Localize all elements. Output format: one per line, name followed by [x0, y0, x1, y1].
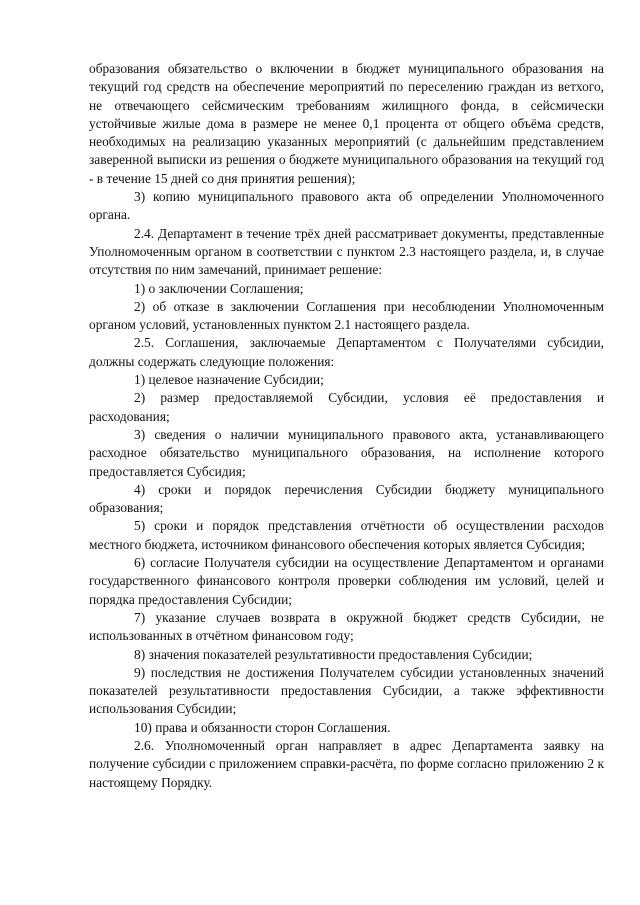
paragraph-provision-3: 3) сведения о наличии муниципального правового акта, устанавливающего расходное обязательство муниципального образования, на исполнение которого предоставляется Субсидия;: [89, 426, 604, 479]
paragraph-decision-2: 2) об отказе в заключении Соглашения при несоблюдении Уполномоченным органом условий, установленных пунктом 2.1 настоящего раздела.: [89, 298, 604, 333]
paragraph-2-5: 2.5. Соглашения, заключаемые Департаментом с Получателями субсидии, должны содержать следующие положения:: [89, 335, 604, 369]
paragraph-provision-10: 10) права и обязанности сторон Соглашения.: [134, 719, 391, 735]
paragraph-2-6: 2.6. Уполномоченный орган направляет в адрес Департамента заявку на получение субсидии с приложением справки-расчёта, по форме согласно приложению 2 к настоящему Порядку.: [89, 737, 604, 790]
document-body: [89, 60, 604, 792]
paragraph-provision-1: 1) целевое назначение Субсидии;: [134, 372, 324, 388]
paragraph-provision-9: 9) последствия не достижения Получателем субсидии установленных значений показателей результативности предоставления Субсидии, а также эффективности использования Субсидии;: [89, 664, 604, 717]
paragraph-provision-7: 7) указание случаев возврата в окружной бюджет средств Субсидии, не использованных в отчётном финансовом году;: [89, 609, 604, 644]
paragraph-decision-1: 1) о заключении Соглашения;: [134, 280, 304, 296]
paragraph-provision-5: 5) сроки и порядок представления отчётности об осуществлении расходов местного бюджета, источником финансового обеспечения которых является Субсидия;: [89, 518, 604, 552]
paragraph-2-4: 2.4. Департамент в течение трёх дней рассматривает документы, представленные Уполномоченным органом в соответствии с пунктом 2.3 настоящего раздела, и, в случае отсутствия по ним замечаний, принимает решение:: [89, 225, 604, 278]
paragraph-item-3: 3) копию муниципального правового акта об определении Уполномоченного органа.: [89, 189, 604, 223]
paragraph-provision-6: 6) согласие Получателя субсидии на осуществление Департаментом и органами государственного финансового контроля проверки соблюдения им условий, целей и порядка предоставления Субсидии;: [89, 555, 604, 607]
paragraph-provision-4: 4) сроки и порядок перечисления Субсидии бюджету муниципального образования;: [89, 481, 604, 516]
paragraph-provision-8: 8) значения показателей результативности предоставления Субсидии;: [134, 646, 533, 662]
paragraph-provision-2: 2) размер предоставляемой Субсидии, условия её предоставления и расходования;: [89, 390, 604, 424]
paragraph-continuation: образования обязательство о включении в бюджет муниципального образования на текущий год средств на обеспечение мероприятий по переселению граждан из ветхого, не отвечающего сейсмическим требованиям жилищного фонда, в сейсмически устойчивые жилые дома в размере не менее 0,1 процента от общего объёма средств, необходимых на реализацию указанных мероприятий (с дальнейшим представлением заверенной выписки из решения о бюджете муниципального образования на текущий год - в течение 15 дней со дня принятия решения);: [89, 61, 604, 186]
